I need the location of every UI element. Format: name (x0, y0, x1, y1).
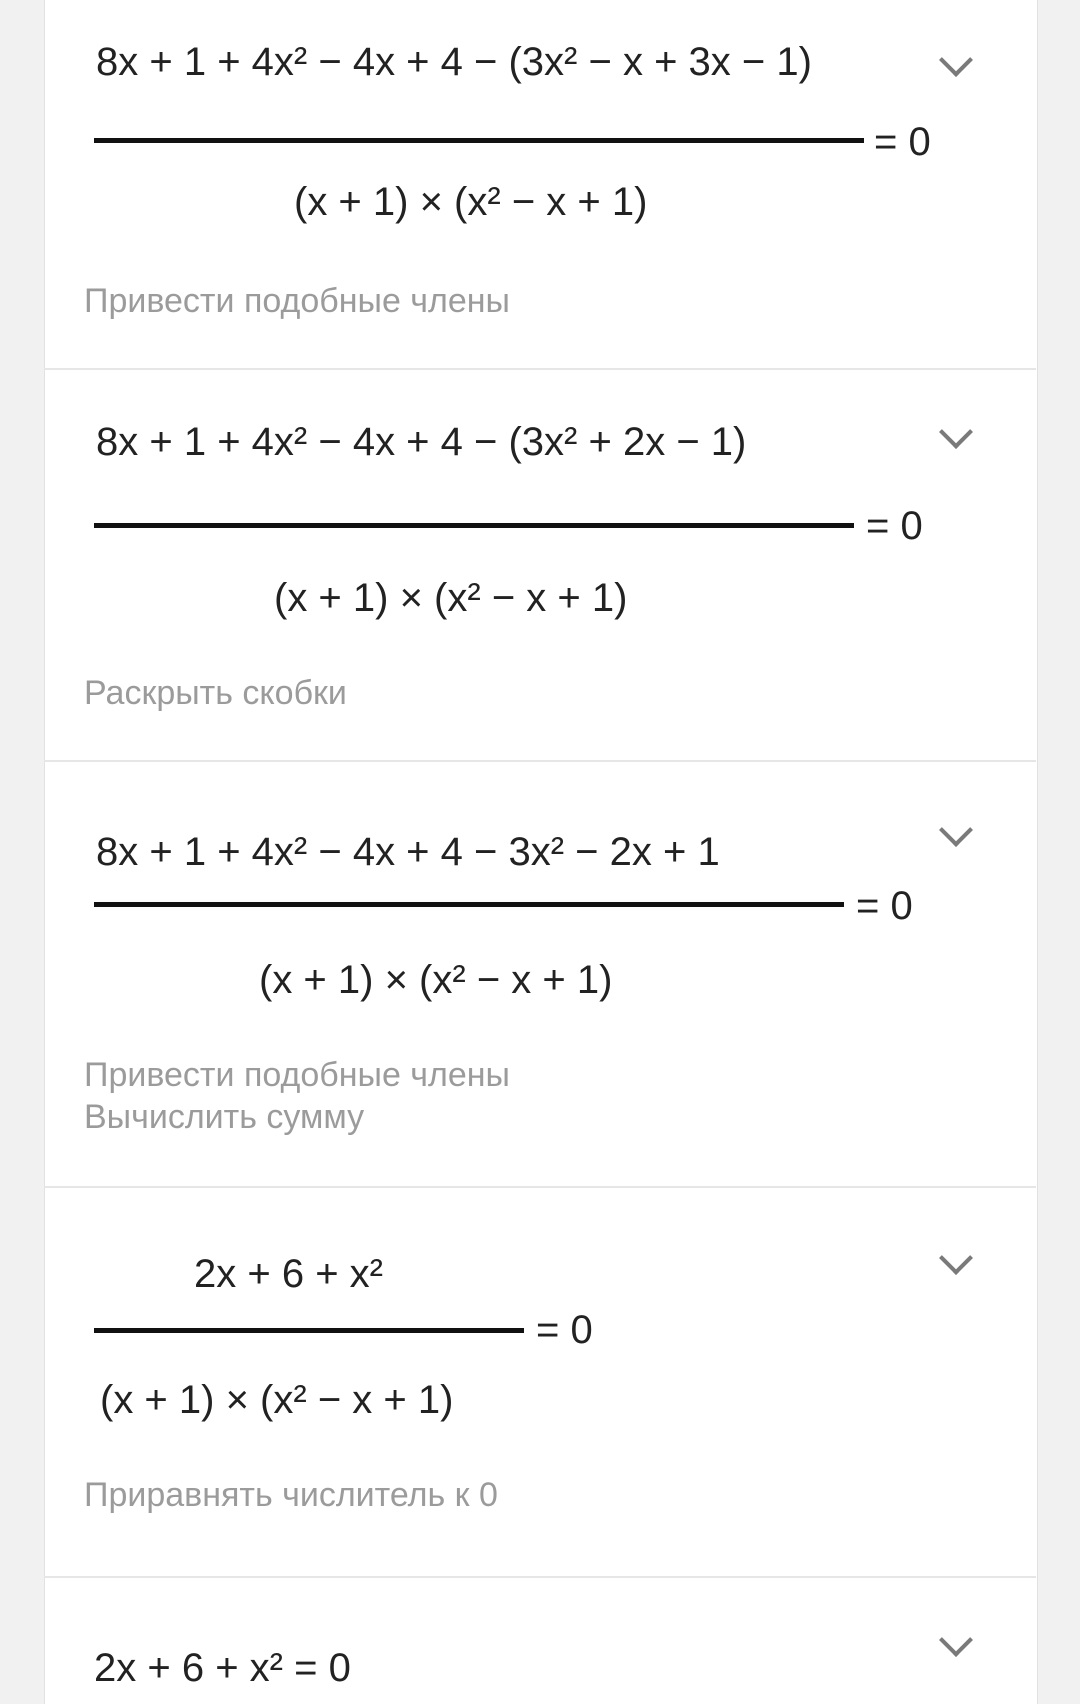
fraction-bar (94, 523, 854, 528)
chevron-down-icon[interactable] (939, 1623, 973, 1657)
fraction-bar (94, 902, 844, 907)
denominator (100, 1378, 453, 1423)
fraction-bar (94, 138, 864, 143)
numerator-text: 2x + 6 + x² (194, 1252, 383, 1296)
denominator-text: (x + 1) × (x² − x + 1) (100, 1378, 454, 1422)
step-hint: Раскрыть скобки (84, 674, 347, 712)
chevron-down-icon[interactable] (939, 1241, 973, 1275)
numerator-text: 8x + 1 + 4x² − 4x + 4 − (3x² + 2x − 1) (96, 420, 747, 464)
solution-step-1[interactable] (44, 0, 1036, 370)
equals-zero: = 0 (866, 504, 923, 548)
solution-step-4[interactable] (44, 1188, 1036, 1578)
denominator (274, 576, 627, 621)
denominator (294, 180, 647, 225)
numerator-text: 8x + 1 + 4x² − 4x + 4 − (3x² − x + 3x − 1) (96, 40, 812, 84)
chevron-down-icon[interactable] (939, 43, 973, 77)
chevron-down-icon[interactable] (939, 415, 973, 449)
denominator (259, 958, 612, 1003)
denominator-text: (x + 1) × (x² − x + 1) (294, 180, 648, 224)
numerator-text: 8x + 1 + 4x² − 4x + 4 − 3x² − 2x + 1 (96, 830, 720, 874)
step-hint: Приравнять числитель к 0 (84, 1476, 498, 1514)
denominator-text: (x + 1) × (x² − x + 1) (274, 576, 628, 620)
solution-step-5[interactable] (44, 1578, 1036, 1704)
equals-zero: = 0 (856, 884, 913, 928)
step-hint: Привести подобные члены (84, 282, 510, 320)
numerator (96, 420, 746, 465)
solution-step-2[interactable] (44, 370, 1036, 762)
equals-zero: = 0 (536, 1308, 593, 1352)
numerator (96, 830, 720, 875)
equation: 2x + 6 + x² = 0 (94, 1646, 351, 1690)
numerator (96, 40, 812, 85)
fraction-bar (94, 1328, 524, 1333)
chevron-down-icon[interactable] (939, 813, 973, 847)
step-hint: Привести подобные члены (84, 1056, 510, 1094)
denominator-text: (x + 1) × (x² − x + 1) (259, 958, 613, 1002)
equals-zero: = 0 (874, 120, 931, 164)
numerator (194, 1252, 383, 1297)
step-hint: Вычислить сумму (84, 1098, 365, 1136)
solution-step-3[interactable] (44, 762, 1036, 1188)
